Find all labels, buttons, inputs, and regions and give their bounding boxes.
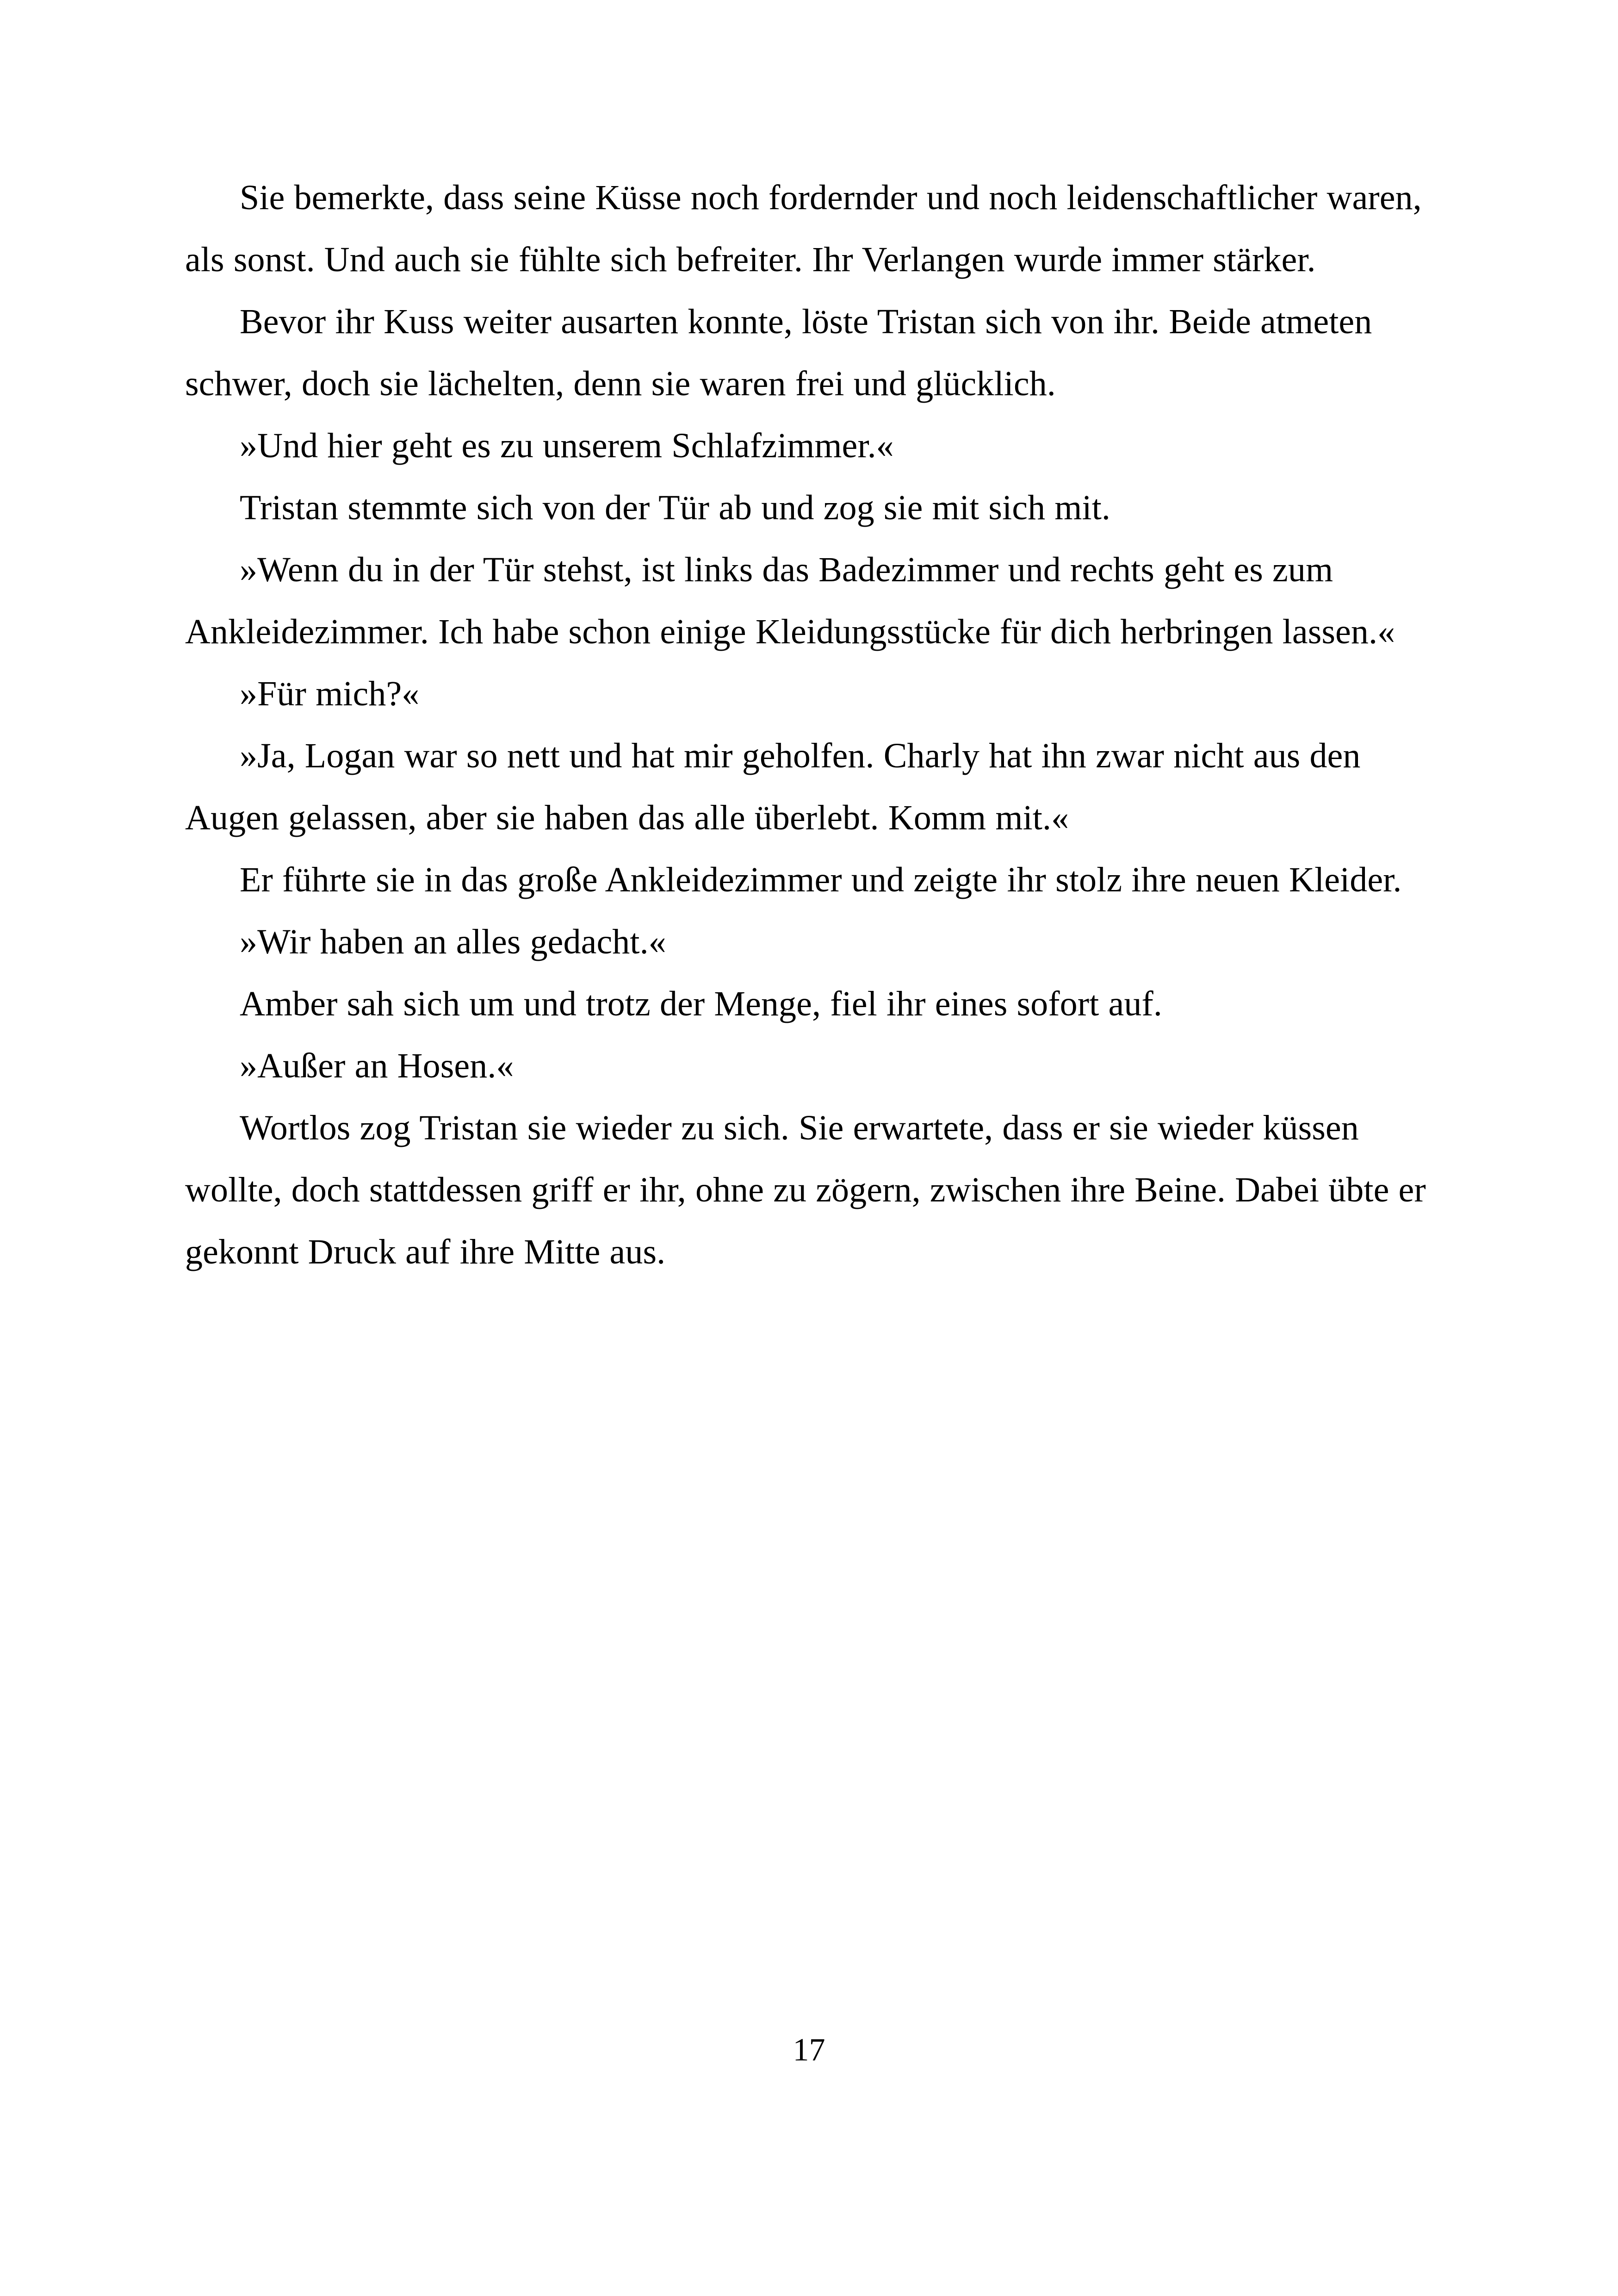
paragraph: »Außer an Hosen.« [240, 1046, 514, 1085]
page-number: 17 [793, 2032, 825, 2068]
paragraph: »Wenn du in der Tür stehst, ist links das Badezimmer und rechts geht es zum Ankleidezimmer. Ich habe schon einige Kleidungsstücke für dich herbringen lassen.« [185, 550, 1395, 651]
paragraph: »Und hier geht es zu unserem Schlafzimmer.« [240, 426, 894, 465]
paragraph: Sie bemerkte, dass seine Küsse noch fordernder und noch leidenschaftlicher waren, als sonst. Und auch sie fühlte sich befreiter. Ihr Verlangen wurde immer stärker. [185, 178, 1422, 279]
paragraph: »Wir haben an alles gedacht.« [240, 922, 666, 961]
paragraph: Tristan stemmte sich von der Tür ab und zog sie mit sich mit. [240, 488, 1111, 527]
paragraph: »Für mich?« [240, 674, 420, 713]
paragraph: Er führte sie in das große Ankleidezimmer und zeigte ihr stolz ihre neuen Kleider. [240, 860, 1402, 899]
paragraph: Wortlos zog Tristan sie wieder zu sich. Sie erwartete, dass er sie wieder küssen wollte, doch stattdessen griff er ihr, ohne zu zögern, zwischen ihre Beine. Dabei übte er gekonnt Druck auf ihre Mitte aus. [185, 1108, 1426, 1271]
paragraph: Amber sah sich um und trotz der Menge, fiel ihr eines sofort auf. [240, 984, 1162, 1023]
paragraph: »Ja, Logan war so nett und hat mir geholfen. Charly hat ihn zwar nicht aus den Augen gelassen, aber sie haben das alle überlebt. Komm mit.« [185, 736, 1361, 837]
page-body-text [185, 167, 1434, 1283]
paragraph: Bevor ihr Kuss weiter ausarten konnte, löste Tristan sich von ihr. Beide atmeten schwer, doch sie lächelten, denn sie waren frei und glücklich. [185, 302, 1372, 403]
